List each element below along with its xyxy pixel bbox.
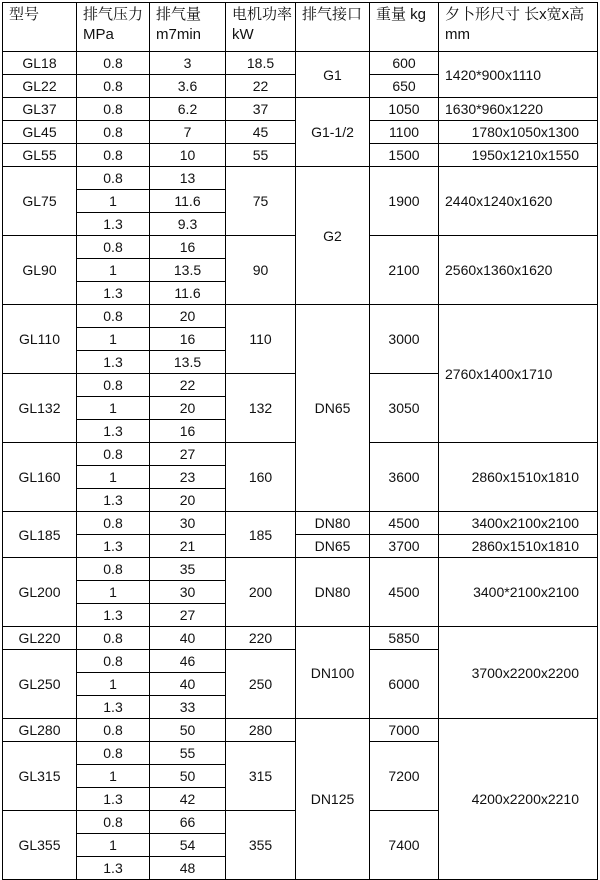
weight-cell: 3600 [370,443,439,512]
pressure-cell: 0.8 [77,719,150,742]
weight-cell: 7200 [370,742,439,811]
weight-cell: 1900 [370,167,439,236]
model-cell: GL160 [3,443,77,512]
pressure-cell: 1 [77,834,150,857]
weight-cell: 4500 [370,558,439,627]
dims-cell: 1630*960x1220 [439,98,598,121]
flow-cell: 10 [150,144,226,167]
power-cell: 75 [226,167,296,236]
model-cell: GL220 [3,627,77,650]
flow-cell: 48 [150,857,226,880]
outlet-cell: DN65 [296,305,370,512]
header-power: 电机功率 kW [226,3,296,52]
table-row [3,98,598,121]
flow-cell: 22 [150,374,226,397]
table-row [3,52,598,75]
model-cell: GL355 [3,811,77,880]
header-flow: 排气量 m7min [150,3,226,52]
pressure-cell: 1.3 [77,213,150,236]
pressure-cell: 0.8 [77,443,150,466]
pressure-cell: 0.8 [77,75,150,98]
weight-cell: 1050 [370,98,439,121]
power-cell: 200 [226,558,296,627]
flow-cell: 16 [150,236,226,259]
pressure-cell: 1.3 [77,788,150,811]
pressure-cell: 0.8 [77,558,150,581]
model-cell: GL37 [3,98,77,121]
flow-cell: 30 [150,512,226,535]
power-cell: 250 [226,650,296,719]
pressure-cell: 1.3 [77,857,150,880]
weight-cell: 7000 [370,719,439,742]
weight-cell: 600 [370,52,439,75]
power-cell: 280 [226,719,296,742]
header-outlet: 排气接口 [296,3,370,52]
pressure-cell: 1 [77,765,150,788]
pressure-cell: 0.8 [77,811,150,834]
weight-cell: 3000 [370,305,439,374]
power-cell: 220 [226,627,296,650]
flow-cell: 16 [150,328,226,351]
outlet-cell: G1-1/2 [296,98,370,167]
outlet-cell: G1 [296,52,370,98]
outlet-cell: DN100 [296,627,370,719]
flow-cell: 50 [150,765,226,788]
dims-cell: 2760x1400x1710 [439,305,598,443]
pressure-cell: 0.8 [77,650,150,673]
power-cell: 18.5 [226,52,296,75]
dims-cell: 1420*900x1110 [439,52,598,98]
flow-cell: 7 [150,121,226,144]
pressure-cell: 1 [77,673,150,696]
pressure-cell: 1 [77,581,150,604]
dims-cell: 2860x1510x1810 [439,535,598,558]
pressure-cell: 1 [77,328,150,351]
pressure-cell: 1 [77,466,150,489]
table-row [3,627,598,650]
flow-cell: 35 [150,558,226,581]
dims-cell: 1950x1210x1550 [439,144,598,167]
table-row [3,305,598,328]
flow-cell: 40 [150,627,226,650]
pressure-cell: 0.8 [77,742,150,765]
pressure-cell: 0.8 [77,167,150,190]
header-model: 型号 [3,3,77,52]
pressure-cell: 1.3 [77,696,150,719]
table-row [3,719,598,742]
pressure-cell: 1 [77,397,150,420]
model-cell: GL280 [3,719,77,742]
flow-cell: 3.6 [150,75,226,98]
pressure-cell: 1.3 [77,282,150,305]
pressure-cell: 0.8 [77,144,150,167]
pressure-cell: 1.3 [77,351,150,374]
flow-cell: 27 [150,443,226,466]
pressure-cell: 0.8 [77,374,150,397]
weight-cell: 3050 [370,374,439,443]
flow-cell: 13.5 [150,351,226,374]
flow-cell: 55 [150,742,226,765]
pressure-cell: 1.3 [77,535,150,558]
flow-cell: 30 [150,581,226,604]
table-row [3,512,598,535]
flow-cell: 54 [150,834,226,857]
flow-cell: 27 [150,604,226,627]
flow-cell: 3 [150,52,226,75]
power-cell: 110 [226,305,296,374]
power-cell: 90 [226,236,296,305]
weight-cell: 1100 [370,121,439,144]
model-cell: GL90 [3,236,77,305]
pressure-cell: 1.3 [77,489,150,512]
model-cell: GL55 [3,144,77,167]
flow-cell: 50 [150,719,226,742]
pressure-cell: 0.8 [77,512,150,535]
power-cell: 160 [226,443,296,512]
header-pressure: 排气压力 MPa [77,3,150,52]
outlet-cell: DN80 [296,512,370,535]
dims-cell: 3400*2100x2100 [439,558,598,627]
outlet-cell: DN125 [296,719,370,880]
pressure-cell: 0.8 [77,52,150,75]
flow-cell: 9.3 [150,213,226,236]
flow-cell: 20 [150,489,226,512]
pressure-cell: 1 [77,259,150,282]
power-cell: 22 [226,75,296,98]
pressure-cell: 0.8 [77,236,150,259]
model-cell: GL250 [3,650,77,719]
pressure-cell: 1 [77,190,150,213]
outlet-cell: DN65 [296,535,370,558]
power-cell: 315 [226,742,296,811]
pressure-cell: 0.8 [77,98,150,121]
pressure-cell: 1.3 [77,604,150,627]
weight-cell: 1500 [370,144,439,167]
model-cell: GL315 [3,742,77,811]
weight-cell: 2100 [370,236,439,305]
table-row [3,535,598,558]
flow-cell: 23 [150,466,226,489]
pressure-cell: 0.8 [77,121,150,144]
power-cell: 45 [226,121,296,144]
model-cell: GL18 [3,52,77,75]
weight-cell: 3700 [370,535,439,558]
power-cell: 132 [226,374,296,443]
flow-cell: 20 [150,397,226,420]
dims-cell: 3400x2100x2100 [439,512,598,535]
flow-cell: 13.5 [150,259,226,282]
flow-cell: 21 [150,535,226,558]
power-cell: 185 [226,512,296,558]
flow-cell: 40 [150,673,226,696]
power-cell: 55 [226,144,296,167]
power-cell: 355 [226,811,296,880]
dims-cell: 3700x2200x2200 [439,627,598,719]
flow-cell: 6.2 [150,98,226,121]
flow-cell: 33 [150,696,226,719]
spec-table [2,2,598,880]
flow-cell: 46 [150,650,226,673]
pressure-cell: 0.8 [77,627,150,650]
dims-cell: 2560x1360x1620 [439,236,598,305]
model-cell: GL132 [3,374,77,443]
model-cell: GL45 [3,121,77,144]
outlet-cell: DN80 [296,558,370,627]
weight-cell: 5850 [370,627,439,650]
table-row [3,558,598,581]
weight-cell: 4500 [370,512,439,535]
flow-cell: 11.6 [150,282,226,305]
header-weight: 重量 kg [370,3,439,52]
table-row [3,167,598,190]
model-cell: GL22 [3,75,77,98]
header-row [3,3,598,52]
weight-cell: 7400 [370,811,439,880]
outlet-cell: G2 [296,167,370,305]
weight-cell: 650 [370,75,439,98]
dims-cell: 2860x1510x1810 [439,443,598,512]
weight-cell: 6000 [370,650,439,719]
pressure-cell: 0.8 [77,305,150,328]
flow-cell: 42 [150,788,226,811]
model-cell: GL200 [3,558,77,627]
dims-cell: 4200x2200x2210 [439,719,598,880]
header-dims: 夕卜形尺寸 长x宽x高 mm [439,3,598,52]
flow-cell: 16 [150,420,226,443]
flow-cell: 13 [150,167,226,190]
model-cell: GL110 [3,305,77,374]
dims-cell: 1780x1050x1300 [439,121,598,144]
model-cell: GL75 [3,167,77,236]
power-cell: 37 [226,98,296,121]
pressure-cell: 1.3 [77,420,150,443]
dims-cell: 2440x1240x1620 [439,167,598,236]
flow-cell: 20 [150,305,226,328]
flow-cell: 66 [150,811,226,834]
model-cell: GL185 [3,512,77,558]
flow-cell: 11.6 [150,190,226,213]
